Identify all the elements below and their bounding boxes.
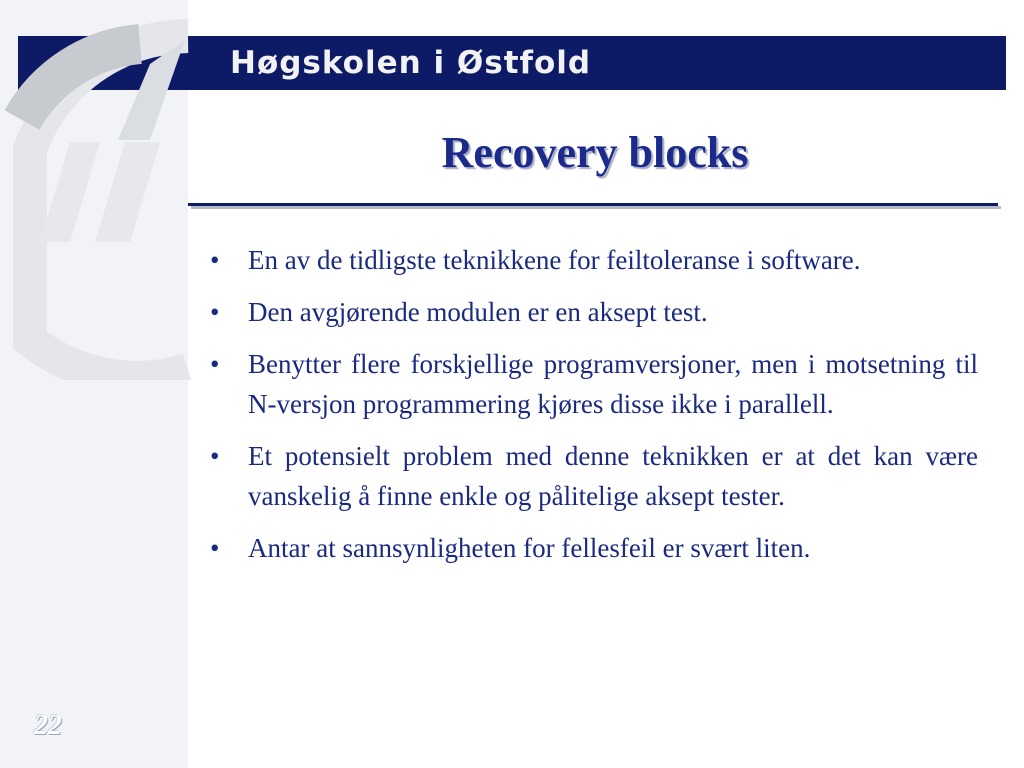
list-item (208, 240, 978, 280)
bullet-marker: • (210, 297, 220, 327)
list-item (208, 344, 978, 424)
list-item (208, 528, 978, 568)
list-item (208, 292, 978, 332)
bullet-text: Den avgjørende modulen er en aksept test. (248, 297, 708, 327)
hiof-ring-logo-icon (0, 0, 200, 380)
bullet-text: Benytter flere forskjellige programversjoner, men i motsetning til N-versjon programmering kjøres disse ikke i parallell. (248, 349, 978, 419)
school-name: Høgskolen i Østfold (230, 45, 592, 81)
bullet-marker: • (210, 349, 220, 379)
bullet-text: Antar at sannsynligheten for fellesfeil er svært liten. (248, 533, 811, 563)
slide-title: Recovery blocks (441, 128, 749, 177)
title-divider (188, 203, 998, 206)
bullet-marker: • (210, 533, 220, 563)
bullet-text: En av de tidligste teknikkene for feiltoleranse i software. (248, 245, 861, 275)
page-number: 22 (34, 710, 62, 741)
list-item (208, 436, 978, 516)
bullet-list (208, 240, 978, 580)
bullet-marker: • (210, 245, 220, 275)
bullet-marker: • (210, 441, 220, 471)
bullet-text: Et potensielt problem med denne teknikken er at det kan være vanskelig å finne enkle og pålitelige aksept tester. (248, 441, 978, 511)
